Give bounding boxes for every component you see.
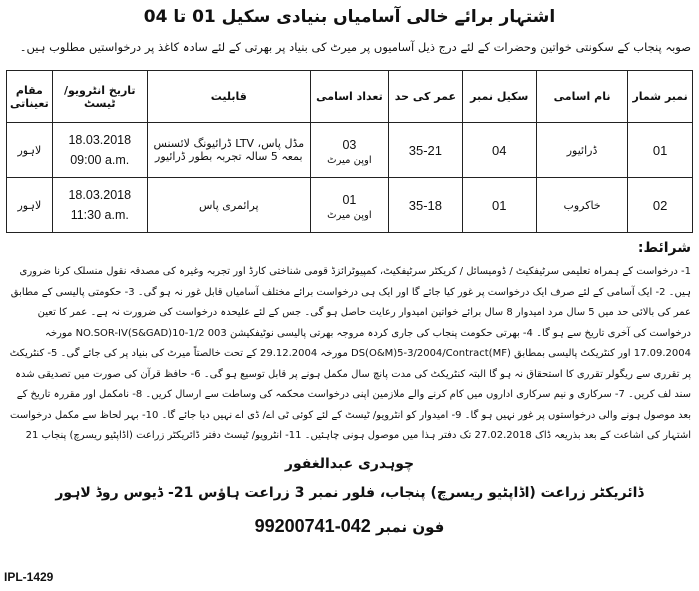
phone-number: 042-99200741 (254, 516, 371, 536)
cell-age: 35-21 (389, 123, 463, 178)
interview-time: 09:00 a.m. (70, 153, 130, 167)
table-row (7, 123, 693, 178)
header-age: عمر کی حد (389, 71, 463, 123)
header-qualification: قابلیت (147, 71, 310, 123)
vacancy-table (6, 70, 693, 233)
cell-post: خاکروب (536, 178, 627, 233)
count-note: اوپن میرٹ (327, 154, 372, 166)
cell-qualification: مڈل پاس، LTV ڈرائیونگ لائسنس بمعہ 5 سالہ تجربہ بطور ڈرائیور (147, 123, 310, 178)
header-scale: سکیل نمبر (462, 71, 536, 123)
ad-title: اشتہار برائے خالی آسامیاں بنیادی سکیل 01 تا 04 (143, 7, 556, 27)
cell-post: ڈرائیور (536, 123, 627, 178)
header-date: تاریخ انٹرویو/ ٹیسٹ (52, 71, 147, 123)
phone-line (0, 516, 699, 537)
interview-time: 11:30 a.m. (70, 208, 129, 222)
cell-scale: 01 (462, 178, 536, 233)
cell-count (310, 123, 388, 178)
header-place: مقام تعیناتی (7, 71, 53, 123)
cell-date (52, 178, 147, 233)
cell-place: لاہور (7, 178, 53, 233)
table-row (7, 178, 693, 233)
header-post: نام اسامی (536, 71, 627, 123)
count-value: 01 (342, 192, 357, 207)
count-value: 03 (342, 137, 357, 152)
conditions-text: 1- درخواست کے ہمراہ تعلیمی سرٹیفکیٹ / ڈومیسائل / کریکٹر سرٹیفکیٹ، کمپیوٹرائزڈ قومی شناختی کارڈ اور تجربہ وغیرہ کی مصدقہ نقول منسلک کرنا ضروری ہیں۔ 2- ایک آسامی کے لئے صرف ایک درخواست پر غور کیا جائے گا اور ایک ہی درخواست برائے مختلف آسامیاں قابل غور نہ ہو گی۔ 3- حکومتی پالیسی کے مطابق عمر کی بالائی حد میں 5 سال مرد امیدوار 8 سال برائے خواتین امیدوار رعایت حاصل ہو گی۔ جس کے لئے علیحدہ درخواست کی ضرورت نہ ہے۔ عمر کا تعین درخواست کی آخری تاریخ سے ہو گا۔ 4- بھرتی حکومت پنجاب کی جاری کردہ مروجہ بھرتی پالیسی نوٹیفکیشن NO.SOR-IV(S&GAD)10-1/2 003 مورخہ 17.09.2004 اور کنٹریکٹ پالیسی بمطابق DS(O&M)5-3/2004/Contract(MF) مورخہ 29.12.2004 کے تحت خالصتاً میرٹ کی بنیاد پر کی جائے گی۔ 5- کنٹریکٹ پر تقرری سے ریگولر تقرری کا استحقاق نہ ہو گا البتہ کنٹریکٹ کی مدت پانچ سال مکمل ہونے پر قابل توسیع ہو گی۔ 6- حافظ قرآن کی صورت میں تصدیقی شدہ سند لف کریں۔ 7- سرکاری و نیم سرکاری اداروں میں کام کرنے والے ملازمین اپنی درخواست محکمہ کی وساطت سے ارسال کریں۔ 8- نامکمل اور مقررہ تاریخ کے بعد موصول ہونے والی درخواستوں پر غور نہیں ہو گا۔ 9- امیدوار کو انٹرویو/ ٹیسٹ کے لئے کوئی ٹی اے/ ڈی اے نہیں دیا جائے گا۔ 10- بہر لحاظ سے مکمل درخواست اشتہار کی اشاعت کے بعد بذریعہ ڈاک 27.02.2018 تک دفتر ہذا میں موصول ہونی چاہئیں۔ 11- انٹرویو/ ٹیسٹ دفتر ڈائریکٹر زراعت (اڈاپٹیو ریسرچ) پنجاب 21 (9, 266, 691, 441)
interview-date: 18.03.2018 (68, 188, 132, 202)
conditions-heading: شرائط: (637, 240, 691, 256)
intro-text: صوبہ پنجاب کے سکونتی خواتین وحضرات کے لئے درج ذیل آسامیوں پر میرٹ کی بنیاد پر بھرتی کے لئے سادہ کاغذ پر درخواستیں مطلوب ہیں۔ (19, 40, 691, 54)
count-note: اوپن میرٹ (327, 209, 372, 221)
cell-date (52, 123, 147, 178)
cell-scale: 04 (462, 123, 536, 178)
office-address: ڈائریکٹر زراعت (اڈاپٹیو ریسرچ) پنجاب، فلور نمبر 3 زراعت ہاؤس 21- ڈیوس روڈ لاہور (55, 485, 644, 501)
signatory-name: چوہدری عبدالغفور (284, 456, 415, 472)
cell-count (310, 178, 388, 233)
cell-place: لاہور (7, 123, 53, 178)
phone-label: فون نمبر (375, 518, 445, 536)
header-sr: نمبر شمار (628, 71, 693, 123)
cell-age: 35-18 (389, 178, 463, 233)
cell-sr: 01 (628, 123, 693, 178)
ad-reference: IPL-1429 (4, 570, 54, 584)
table-header-row (7, 71, 693, 123)
cell-qualification: پرائمری پاس (147, 178, 310, 233)
cell-sr: 02 (628, 178, 693, 233)
interview-date: 18.03.2018 (68, 133, 132, 147)
header-count: تعداد اسامی (310, 71, 388, 123)
